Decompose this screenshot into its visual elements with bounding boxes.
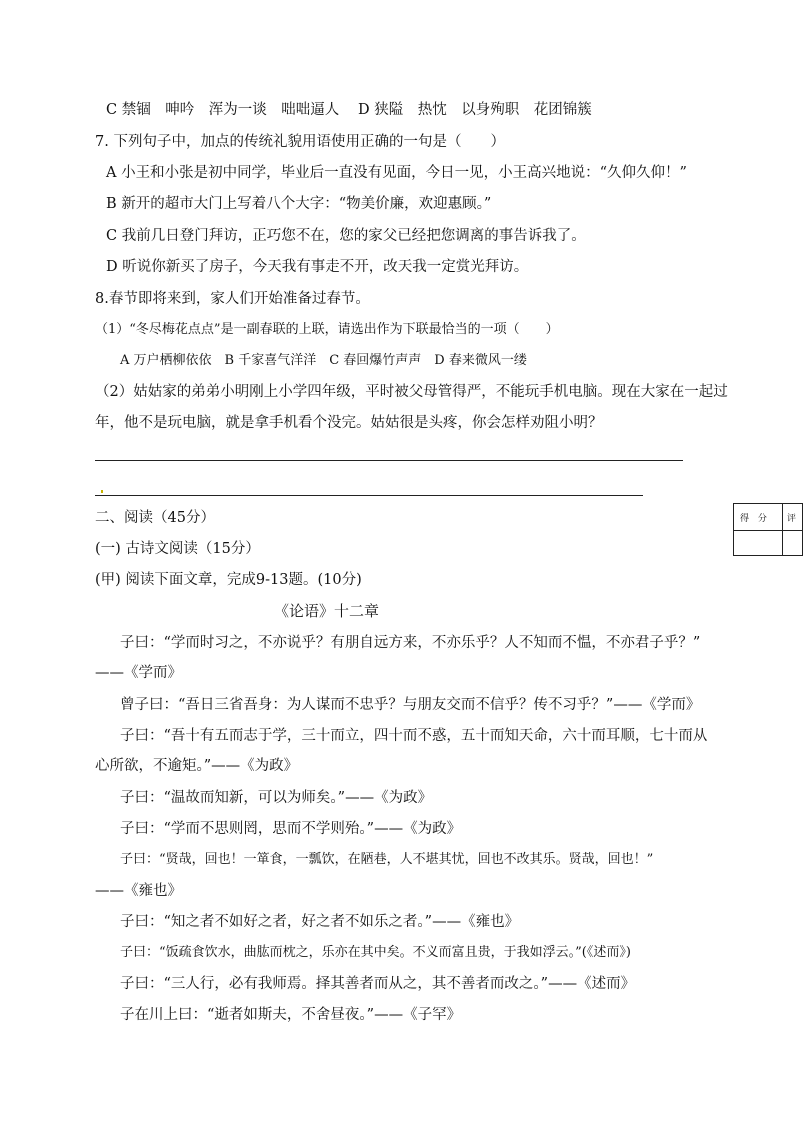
lunyu-chapter-7: 子曰：“知之者不如好之者，好之者不如乐之者。”——《雍也》 bbox=[120, 914, 520, 930]
q8-stem: 8.春节即将来到，家人们开始准备过春节。 bbox=[95, 291, 370, 307]
q8-part1: （1）“冬尽梅花点点”是一副春联的上联，请选出作为下联最恰当的一项（ ） bbox=[95, 322, 559, 337]
lunyu-chapter-3-line1: 子曰：“吾十有五而志于学，三十而立，四十而不惑，五十而知天命，六十而耳顺，七十而从 bbox=[120, 728, 708, 744]
lunyu-chapter-3-line2: 心所欲，不逾矩。”——《为政》 bbox=[95, 758, 299, 774]
lunyu-chapter-2: 曾子曰：“吾日三省吾身：为人谋而不忠乎？与朋友交而不信乎？传不习乎？”——《学而》 bbox=[120, 697, 701, 713]
score-box-divider-h bbox=[734, 530, 802, 531]
q8-part1-options: A 万户栖柳依依 B 千家喜气洋洋 C 春回爆竹声声 D 春来微风一缕 bbox=[120, 353, 527, 368]
answer-line-1[interactable] bbox=[95, 460, 683, 461]
score-box-divider-v bbox=[782, 504, 783, 555]
answer-line-2[interactable] bbox=[95, 495, 643, 496]
q6-option-d: D 狭隘 热忱 以身殉职 花团锦簇 bbox=[358, 102, 592, 118]
answer-mark bbox=[101, 490, 103, 493]
section2-sub1a: (甲) 阅读下面文章，完成9-13题。(10分) bbox=[95, 572, 362, 588]
lunyu-chapter-5: 子曰：“学而不思则罔，思而不学则殆。”——《为政》 bbox=[120, 821, 462, 837]
lunyu-chapter-1-line2: ——《学而》 bbox=[95, 665, 182, 681]
section2-sub1: (一) 古诗文阅读（15分） bbox=[95, 541, 260, 557]
q8-part2-line2: 年，他不是玩电脑，就是拿手机看个没完。姑姑很是头疼，你会怎样劝阻小明？ bbox=[95, 415, 603, 431]
lunyu-chapter-10: 子在川上曰：“逝者如斯夫，不舍昼夜。”——《子罕》 bbox=[120, 1007, 462, 1023]
lunyu-title: 《论语》十二章 bbox=[274, 602, 380, 620]
q7-option-d: D 听说你新买了房子，今天我有事走不开，改天我一定赏光拜访。 bbox=[106, 259, 529, 275]
score-label: 得 分 bbox=[740, 514, 770, 524]
q8-part2-line1: （2）姑姑家的弟弟小明刚上小学四年级，平时被父母管得严，不能玩手机电脑。现在大家在一起过 bbox=[95, 384, 728, 400]
q7-stem: 7. 下列句子中，加点的传统礼貌用语使用正确的一句是（ ） bbox=[95, 134, 505, 150]
score-label-2: 评 bbox=[787, 514, 797, 524]
lunyu-chapter-4: 子曰：“温故而知新，可以为师矣。”——《为政》 bbox=[120, 790, 433, 806]
lunyu-chapter-8: 子曰：“饭疏食饮水，曲肱而枕之，乐亦在其中矣。不义而富且贵，于我如浮云。”(《述而》) bbox=[120, 945, 631, 960]
q6-option-c: C 禁锢 呻吟 浑为一谈 咄咄逼人 bbox=[106, 102, 340, 118]
lunyu-chapter-6-line1: 子曰：“贤哉，回也！一箪食，一瓢饮，在陋巷，人不堪其忧，回也不改其乐。贤哉，回也！” bbox=[120, 852, 654, 867]
lunyu-chapter-9: 子曰：“三人行，必有我师焉。择其善者而从之，其不善者而改之。”——《述而》 bbox=[120, 976, 636, 992]
lunyu-chapter-1-line1: 子曰：“学而时习之，不亦说乎？有朋自远方来，不亦乐乎？人不知而不愠，不亦君子乎？” bbox=[120, 635, 701, 651]
section2-title: 二、阅读（45分） bbox=[95, 510, 215, 526]
q7-option-b: B 新开的超市大门上写着八个大字：“物美价廉，欢迎惠顾。” bbox=[106, 196, 492, 212]
q7-option-a: A 小王和小张是初中同学，毕业后一直没有见面，今日一见，小王高兴地说：“久仰久仰！” bbox=[106, 165, 687, 181]
lunyu-chapter-6-line2: ——《雍也》 bbox=[95, 883, 182, 899]
score-box bbox=[733, 503, 803, 556]
q7-option-c: C 我前几日登门拜访，正巧您不在，您的家父已经把您调离的事告诉我了。 bbox=[106, 228, 586, 244]
